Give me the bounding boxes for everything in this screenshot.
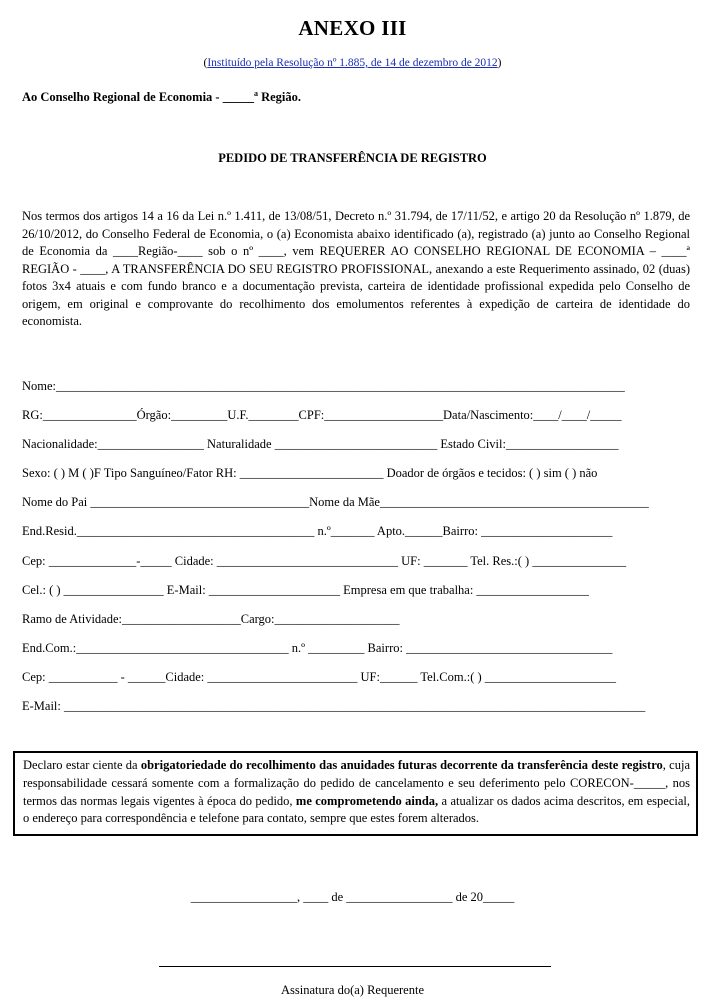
resolution-reference [0, 57, 705, 69]
declaration-text-3: a atualizar os dados acima descritos, em especial, o endereço para correspondência e telefone para contato, sempre que estes forem alterados. [23, 793, 690, 826]
field-cep-residencial[interactable]: Cep: ______________-_____ Cidade: _____________________________ UF: _______ Tel. Res.:( ) _______________ [22, 553, 627, 568]
addressee-line [22, 89, 301, 105]
request-heading: PEDIDO DE TRANSFERÊNCIA DE REGISTRO [218, 151, 487, 165]
intro-paragraph: Nos termos dos artigos 14 a 16 da Lei n.º 1.411, de 13/08/51, Decreto n.º 31.794, de 17/11/52, e artigo 20 da Resolução nº 1.879, de 26/10/2012, do Conselho Federal de Economia, o (a) Economista abaixo identificado (a), registrado (a) junto ao Conselho Regional de Economia da ____Região-____ sob o nº ____, vem REQUERER AO CONSELHO REGIONAL DE ECONOMIA – ____ª REGIÃO - ____, A TRANSFERÊNCIA DO SEU REGISTRO PROFISSIONAL, anexando a este Requerimento assinado, 02 (duas) fotos 3x4 atuais e com fundo branco e a documentação prevista, carteira de identidade profissional expedida pelo Conselho de origem, em original e comprovante do recolhimento dos emolumentos referentes à expedição de carteira de identidade do economista. [22, 209, 690, 328]
signature-caption: Assinatura do(a) Requerente [281, 983, 424, 997]
field-ramo-cargo[interactable]: Ramo de Atividade:___________________Cargo:____________________ [22, 611, 400, 626]
field-cep-comercial[interactable]: Cep: ___________ - ______Cidade: ________________________ UF:______ Tel.Com.:( ) _____________________ [22, 669, 617, 684]
declaration-box [13, 751, 698, 836]
addressee-after: Região. [257, 90, 302, 105]
resolution-link[interactable]: Instituído pela Resolução nº 1.885, de 14 de dezembro de 2012 [207, 57, 498, 69]
signature-line[interactable] [159, 966, 551, 967]
field-endereco-comercial[interactable]: End.Com.:__________________________________ n.º _________ Bairro: _________________________________ [22, 640, 613, 655]
declaration-bold-2: me comprometendo ainda, [295, 793, 439, 808]
page-title: ANEXO III [298, 16, 407, 40]
declaration-text-1: Declaro estar ciente da [23, 758, 141, 772]
declaration-text-2: , cuja responsabilidade cessará somente com a formalização do pedido de cancelamento e seu deferimento pelo CORECON-_____, nos termos das normas legais vigentes à época do pedido, [23, 758, 690, 808]
field-rg-cpf[interactable]: RG:_______________Órgão:_________U.F.________CPF:___________________Data/Nascimento:____/____/_____ [22, 408, 622, 423]
declaration-bold-1: obrigatoriedade do recolhimento das anuidades futuras decorrente da transferência deste registro [140, 758, 663, 772]
field-sexo[interactable]: Sexo: ( ) M ( )F Tipo Sanguíneo/Fator RH: _______________________ Doador de órgãos e tecidos: ( ) sim ( ) não [22, 466, 598, 481]
field-email-comercial[interactable]: E-Mail: _____________________________________________________________________________________________ [22, 699, 646, 714]
addressee-ordinal: a [253, 89, 258, 98]
field-celular-email[interactable]: Cel.: ( ) ________________ E-Mail: _____________________ Empresa em que trabalha: __________________ [22, 582, 589, 597]
field-endereco-residencial[interactable]: End.Resid.______________________________________ n.º_______ Apto.______Bairro: _____________________ [22, 524, 613, 539]
addressee-before: Ao Conselho Regional de Economia - _____ [22, 90, 254, 105]
form-fields [22, 378, 702, 727]
paren-open: ( [203, 57, 208, 69]
paren-close: ) [497, 57, 502, 69]
field-pais[interactable]: Nome do Pai ___________________________________Nome da Mãe___________________________________________ [22, 495, 649, 510]
date-place-line[interactable]: _________________, ____ de _________________ de 20_____ [190, 890, 515, 904]
field-nome[interactable]: Nome:___________________________________________________________________________________________ [22, 379, 625, 393]
field-nacionalidade[interactable]: Nacionalidade:_________________ Naturalidade __________________________ Estado Civil:__________________ [22, 437, 619, 452]
